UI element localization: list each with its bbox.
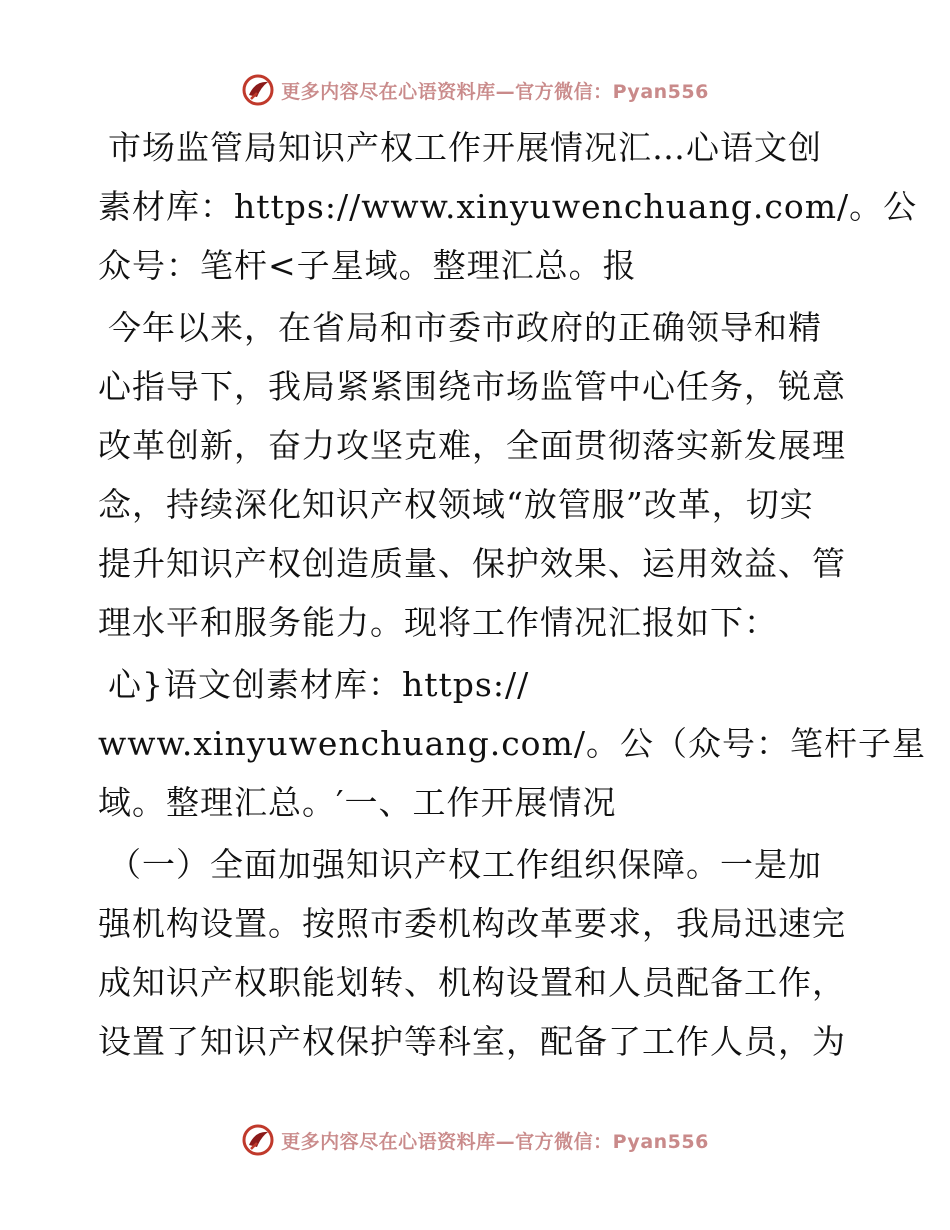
text-line: 心}语文创素材库：https:// [108,665,530,704]
text-line: 设置了知识产权保护等科室，配备了工作人员，为 [98,1022,846,1061]
text-line: 念，持续深化知识产权领域“放管服”改革，切实 [98,485,814,524]
text-line: 理水平和服务能力。现将工作情况汇报如下： [98,603,778,642]
paragraph-title [98,118,918,295]
text-line: 心指导下，我局紧紧围绕市场监管中心任务，锐意 [98,367,846,406]
brush-logo-icon [241,1123,275,1157]
text-line: （一）全面加强知识产权工作组织保障。一是加 [108,845,822,884]
footer-banner [0,1120,950,1160]
text-line: 强机构设置。按照市委机构改革要求，我局迅速完 [98,904,846,943]
text-line: www.xinyuwenchuang.com/。公（众号：笔杆子星 [98,724,926,763]
text-line: 今年以来，在省局和市委市政府的正确领导和精 [108,308,822,347]
header-banner-text: 更多内容尽在心语资料库—官方微信：Pyan556 [281,80,709,103]
text-line: 改革创新，奋力攻坚克难，全面贯彻落实新发展理 [98,426,846,465]
text-line: 素材库：https://www.xinyuwenchuang.com/。公 [98,187,918,226]
text-line: 市场监管局知识产权工作开展情况汇…心语文创 [108,128,822,167]
text-line: 域。整理汇总。′一、工作开展情况 [98,783,617,822]
text-line: 提升知识产权创造质量、保护效果、运用效益、管 [98,544,846,583]
text-line: 众号：笔杆<子星域。整理汇总。报 [98,246,637,285]
text-line: 成知识产权职能划转、机构设置和人员配备工作， [98,963,846,1002]
paragraph-intro [98,298,858,652]
document-body [98,118,926,1074]
header-banner [0,70,950,110]
footer-banner-text: 更多内容尽在心语资料库—官方微信：Pyan556 [281,1130,709,1153]
brush-logo-icon [241,73,275,107]
paragraph-section-one [98,835,858,1071]
paragraph-source [98,655,926,832]
